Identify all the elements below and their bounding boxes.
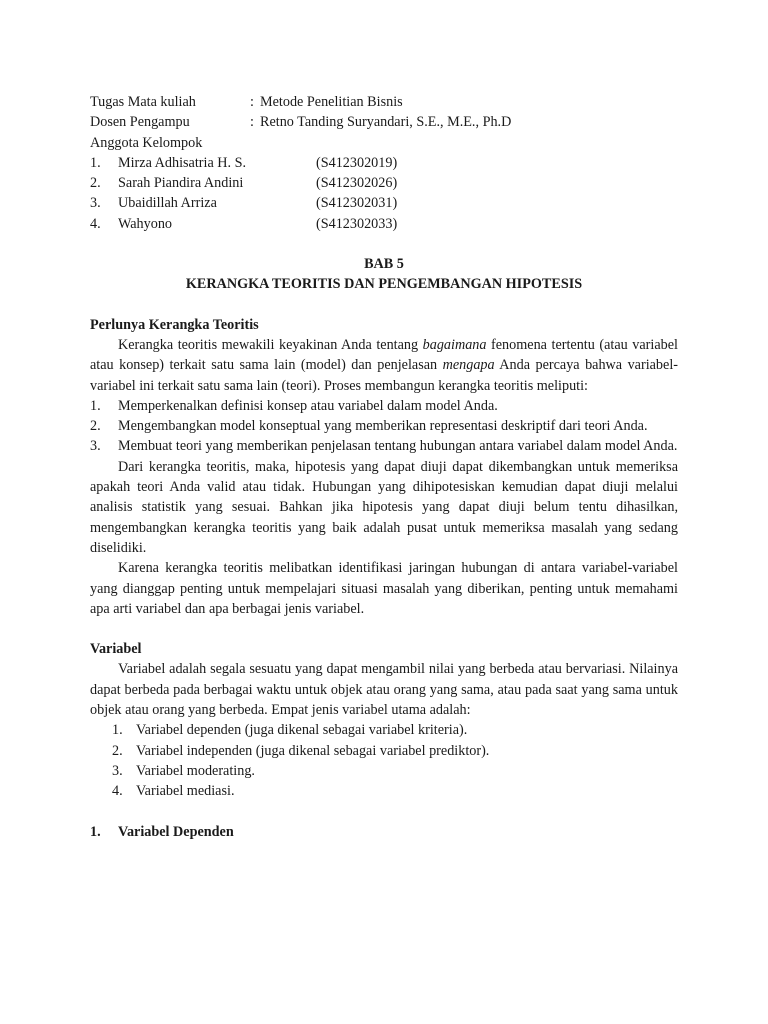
members-label-text: Anggota Kelompok	[90, 134, 203, 151]
member-id: (S412302031)	[316, 195, 398, 212]
list-item	[90, 761, 678, 781]
list-item-text: Variabel dependen (juga dikenal sebagai variabel kriteria).	[136, 722, 468, 739]
member-number: 1.	[90, 154, 101, 171]
list-item-number: 1.	[112, 722, 123, 739]
list-item-text: Variabel moderating.	[136, 762, 255, 779]
list-item	[90, 396, 678, 416]
emphasis-text: mengapa	[442, 357, 495, 374]
list-item-text: Variabel independen (juga dikenal sebagai variabel prediktor).	[136, 742, 490, 759]
list-item-number: 3.	[112, 762, 123, 779]
list-item-text: Mengembangkan model konseptual yang memberikan representasi deskriptif dari teori Anda.	[118, 418, 648, 435]
member-number: 3.	[90, 195, 101, 212]
paragraph-text: Kerangka teoritis mewakili keyakinan Anda tentang	[118, 336, 423, 353]
list-item	[90, 781, 678, 801]
list-item-number: 2.	[112, 742, 123, 759]
paragraph-text: fenomena tertentu (atau variabel atau konsep) terkait satu sama lain (model) dan penjelasan	[90, 336, 678, 374]
lecturer-label: Dosen Pengampu	[90, 114, 190, 131]
separator: :	[250, 114, 254, 131]
member-row	[90, 193, 678, 213]
list-item-text: Variabel mediasi.	[136, 783, 235, 800]
list-item-text: Memperkenalkan definisi konsep atau variabel dalam model Anda.	[118, 397, 498, 414]
member-name: Mirza Adhisatria H. S.	[118, 154, 247, 171]
members-list	[90, 153, 678, 234]
subsection-number: 1.	[90, 823, 101, 840]
member-row	[90, 214, 678, 234]
paragraph: Karena kerangka teoritis melibatkan identifikasi jaringan hubungan di antara variabel-variabel yang dianggap penting untuk mempelajari situasi masalah yang diberikan, penting untuk memahami apa arti variabel dan apa berbagai jenis variabel.	[90, 560, 678, 617]
list-item-number: 4.	[112, 783, 123, 800]
member-id: (S412302019)	[316, 154, 398, 171]
course-row	[90, 92, 678, 112]
member-number: 2.	[90, 175, 101, 192]
member-number: 4.	[90, 215, 101, 232]
course-label: Tugas Mata kuliah	[90, 94, 196, 110]
course-value: Metode Penelitian Bisnis	[260, 94, 403, 110]
separator: :	[250, 94, 254, 110]
list-item-number: 2.	[90, 418, 101, 435]
section-heading: Perlunya Kerangka Teoritis	[90, 316, 259, 333]
list-item	[90, 436, 678, 456]
list-item	[90, 416, 678, 436]
paragraph-text: Anda percaya bahwa variabel-variabel ini terkait satu sama lain (teori). Proses membangun kerangka teoritis meliputi:	[90, 357, 678, 394]
lecturer-value: Retno Tanding Suryandari, S.E., M.E., Ph.D	[260, 114, 512, 131]
member-id: (S412302033)	[316, 215, 398, 232]
list-item	[90, 720, 678, 740]
paragraph: Dari kerangka teoritis, maka, hipotesis yang dapat diuji dapat dikembangkan untuk memeriksa apakah teori Anda valid atau tidak. Hubungan yang dihipotesiskan kemudian dapat diuji melalui analisis statistik yang sesuai. Bahkan jika hipotesis yang dapat diuji belum tentu dihasilkan, mengembangkan kerangka teoritis yang baik adalah pusat untuk memeriksa masalah yang sedang diselidiki.	[90, 458, 678, 556]
lecturer-row	[90, 112, 678, 132]
member-name: Sarah Piandira Andini	[118, 175, 244, 192]
list-item-text: Membuat teori yang memberikan penjelasan tentang hubungan antara variabel dalam model Anda.	[118, 438, 678, 455]
member-name: Wahyono	[118, 215, 173, 232]
subsection-title: Variabel Dependen	[118, 823, 234, 840]
numbered-list	[90, 396, 678, 457]
members-label	[90, 133, 678, 153]
chapter-number: BAB 5	[364, 256, 404, 273]
member-name: Ubaidillah Arriza	[118, 195, 217, 212]
chapter-title: KERANGKA TEORITIS DAN PENGEMBANGAN HIPOTESIS	[185, 276, 583, 293]
list-item-number: 3.	[90, 438, 101, 455]
numbered-list	[90, 720, 678, 801]
member-row	[90, 153, 678, 173]
emphasis-text: bagaimana	[422, 336, 487, 353]
document-content	[90, 92, 678, 842]
member-row	[90, 173, 678, 193]
section-heading: Variabel	[90, 641, 142, 658]
list-item-number: 1.	[90, 397, 101, 414]
subsection-heading	[90, 822, 678, 842]
paragraph	[90, 335, 678, 396]
member-id: (S412302026)	[316, 175, 398, 192]
list-item	[90, 741, 678, 761]
paragraph: Variabel adalah segala sesuatu yang dapat mengambil nilai yang berbeda atau bervariasi. Nilainya dapat berbeda pada berbagai waktu untuk objek atau orang yang sama, atau pada saat yang sama untuk objek atau orang yang berbeda. Empat jenis variabel utama adalah:	[90, 661, 678, 719]
